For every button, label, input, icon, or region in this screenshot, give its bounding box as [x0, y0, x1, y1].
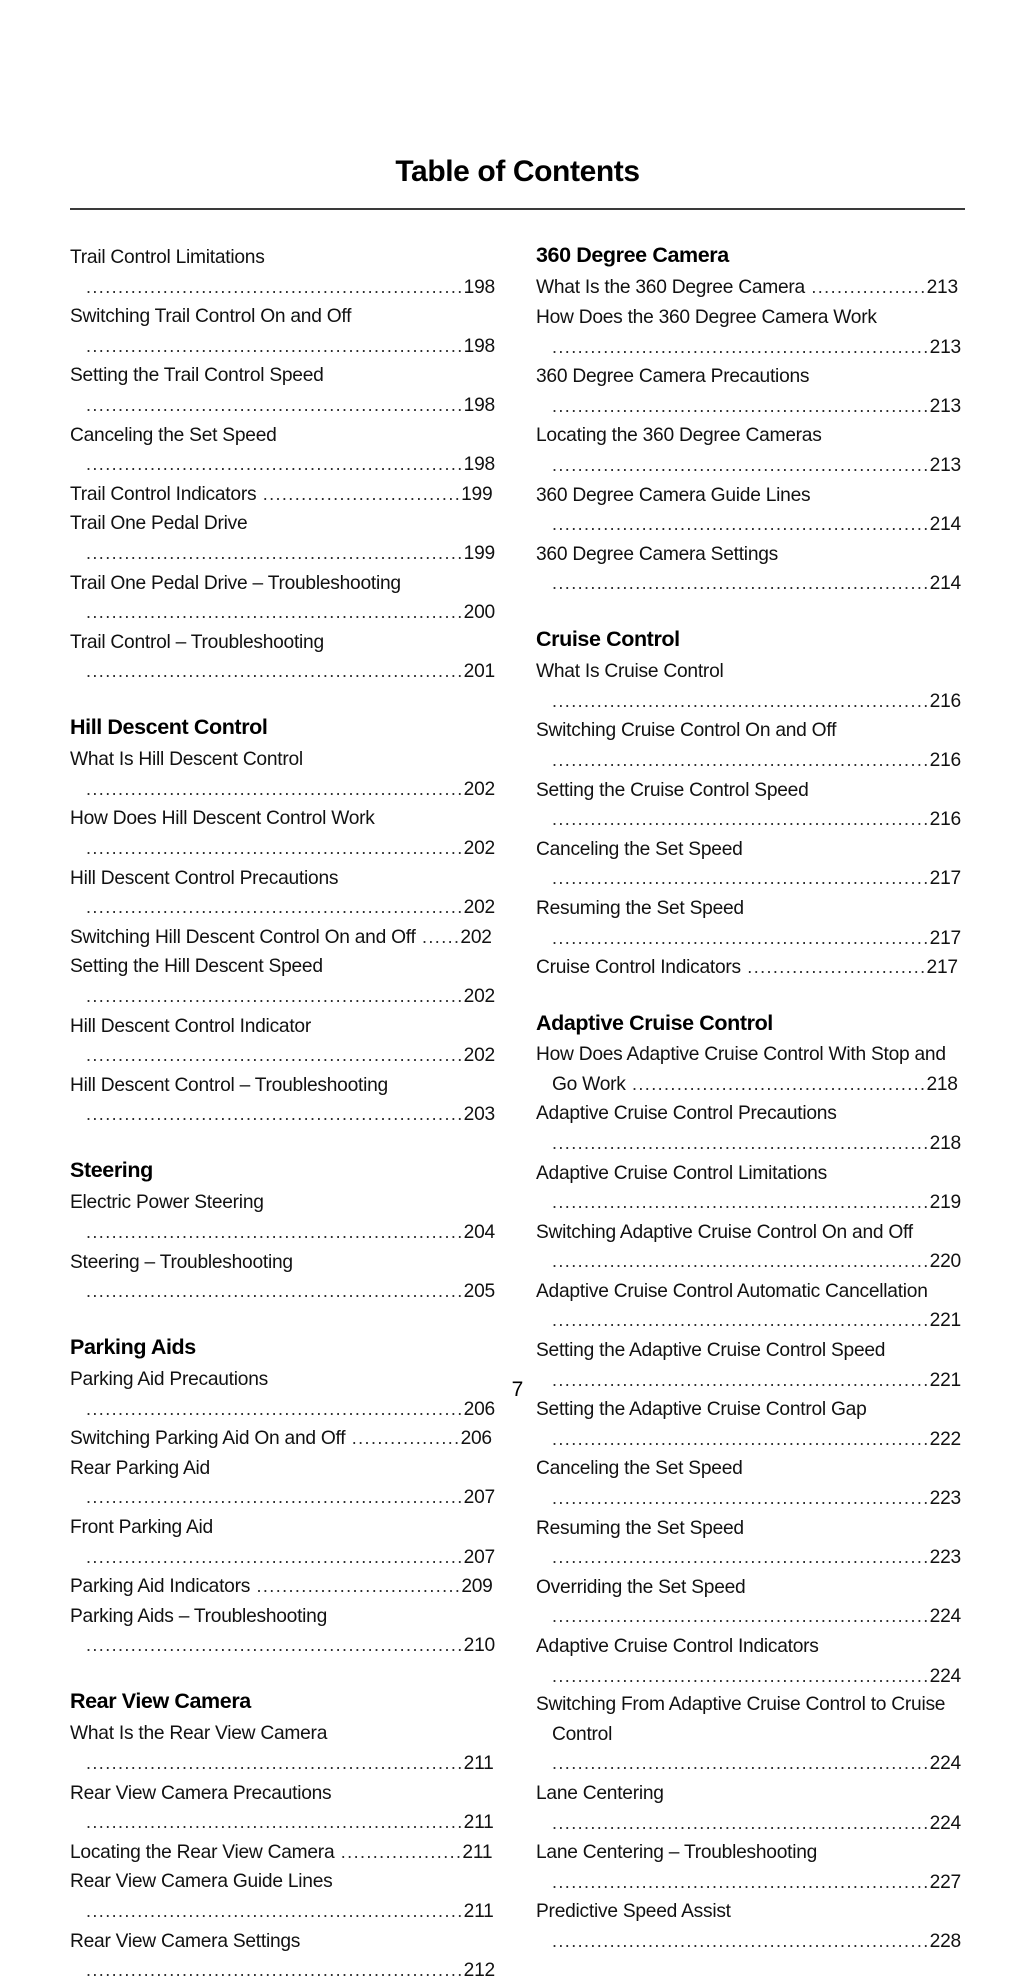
toc-entry[interactable] [520, 776, 965, 835]
toc-entry-page: 211 [463, 1812, 494, 1834]
toc-entry[interactable] [54, 952, 499, 1011]
toc-leader-dots: ........................................................... [86, 1635, 464, 1656]
toc-entry-page: 214 [929, 573, 961, 595]
toc-entry-line [536, 1454, 965, 1513]
toc-entry-line [536, 657, 965, 716]
toc-entry[interactable] [54, 628, 499, 687]
toc-leader-dots: ................................ [250, 1576, 462, 1597]
toc-entry-label: Resuming the Set Speed [536, 898, 744, 919]
toc-entry-label: How Does Hill Descent Control Work [70, 808, 375, 830]
toc-leader-dots: ........................................................... [86, 1398, 464, 1419]
toc-entry[interactable] [520, 1277, 965, 1336]
toc-entry-page: 217 [926, 957, 958, 979]
toc-entry-page: 207 [463, 1546, 495, 1568]
toc-entry-page: 223 [929, 1488, 961, 1510]
toc-entry-page: 216 [929, 750, 961, 772]
toc-entry[interactable] [520, 1159, 965, 1218]
toc-leader-dots: ........................................................... [86, 1752, 464, 1773]
toc-entry-line [536, 1838, 965, 1897]
toc-entry-page: 213 [929, 395, 961, 417]
toc-entry-line [70, 952, 499, 1011]
toc-entry-line [536, 540, 965, 599]
toc-entry-label: Parking Aid Indicators [70, 1576, 251, 1598]
toc-entry-label: How Does Adaptive Cruise Control With Stop and Go Work [536, 1044, 946, 1095]
toc-entry-page: 199 [463, 542, 495, 564]
toc-entry-page: 217 [929, 868, 961, 890]
toc-leader-dots: ........................................................... [552, 1606, 930, 1627]
toc-leader-dots: ........................................................... [552, 809, 930, 830]
toc-entry[interactable] [520, 1573, 965, 1632]
toc-entry[interactable] [520, 716, 965, 775]
toc-entry-line [536, 716, 965, 775]
toc-entry[interactable] [54, 302, 499, 361]
toc-entry-label: Setting the Hill Descent Speed [70, 956, 323, 978]
toc-leader-dots: ................. [345, 1428, 461, 1449]
toc-entry-page: 214 [929, 514, 961, 536]
toc-entry-line [536, 481, 965, 540]
toc-entry-label: 360 Degree Camera Settings [536, 543, 779, 565]
toc-entry-page: 198 [463, 335, 495, 357]
toc-leader-dots: ........................................................... [86, 838, 464, 859]
toc-entry-line [70, 923, 499, 953]
page-number: 7 [511, 1378, 524, 1401]
toc-section-heading: Adaptive Cruise Control [536, 1010, 773, 1035]
toc-entry-line [70, 1867, 499, 1926]
toc-entry-line [536, 1514, 965, 1573]
toc-entry-line [70, 1572, 499, 1602]
toc-entry-line [536, 776, 965, 835]
toc-entry-page: 212 [463, 1960, 495, 1982]
toc-leader-dots: ........................................................... [552, 454, 930, 475]
toc-entry[interactable] [54, 1602, 499, 1661]
toc-entry-page: 222 [929, 1428, 961, 1450]
toc-entry-page: 206 [460, 1428, 492, 1450]
toc-leader-dots: ........................................................... [86, 1221, 464, 1242]
toc-entry[interactable] [520, 1218, 965, 1277]
toc-leader-dots: ........................................................... [552, 1192, 930, 1213]
toc-entry[interactable] [54, 421, 499, 480]
toc-leader-dots: ........................................................... [552, 1812, 930, 1833]
toc-leader-dots: ...... [415, 926, 461, 947]
toc-leader-dots: ........................................................... [552, 1930, 930, 1951]
toc-leader-dots: ........................................................... [552, 690, 930, 711]
toc-leader-dots: ............................ [740, 957, 927, 978]
toc-entry-label: Parking Aids – Troubleshooting [70, 1605, 328, 1627]
toc-columns [70, 243, 965, 1986]
toc-entry-label: Switching Adaptive Cruise Control On and Off [536, 1221, 913, 1243]
toc-entry-page: 205 [463, 1281, 495, 1303]
toc-leader-dots: ........................................................... [552, 514, 930, 535]
toc-entry[interactable] [520, 1632, 965, 1691]
toc-leader-dots: ........................................................... [86, 897, 464, 918]
toc-entry-label: Locating the 360 Degree Cameras [536, 425, 822, 447]
toc-entry-label: Lane Centering [536, 1782, 664, 1804]
toc-entry-line [536, 1632, 965, 1691]
toc-entry[interactable] [54, 864, 499, 923]
toc-entry-label: Hill Descent Control – Troubleshooting [70, 1074, 388, 1096]
toc-entry[interactable] [520, 1454, 965, 1513]
toc-entry-label: Trail Control Indicators [70, 483, 257, 505]
toc-entry-line [536, 1041, 965, 1099]
toc-section-heading: Hill Descent Control [70, 714, 268, 739]
toc-leader-dots: ........................................................... [552, 1310, 930, 1331]
toc-leader-dots: ........................................................... [552, 1871, 930, 1892]
toc-entry[interactable] [54, 1012, 499, 1071]
toc-leader-dots: ........................................................... [86, 542, 464, 563]
toc-entry-label: Canceling the Set Speed [536, 1458, 743, 1480]
toc-leader-dots: ........................................................... [552, 1753, 930, 1774]
toc-leader-dots: ........................................................... [552, 927, 930, 948]
toc-leader-dots: ................... [334, 1841, 463, 1862]
toc-entry-page: 228 [929, 1930, 961, 1952]
toc-entry-label: Trail Control Limitations [70, 247, 265, 268]
toc-entry-label: Rear View Camera Precautions [70, 1782, 332, 1804]
toc-entry-line [70, 1838, 499, 1868]
toc-leader-dots: ........................................................... [86, 1281, 464, 1302]
toc-entry-label: Adaptive Cruise Control Indicators [536, 1636, 819, 1658]
toc-entry-page: 217 [929, 927, 961, 949]
toc-leader-dots: ........................................................... [86, 1960, 464, 1981]
toc-entry-line [70, 1012, 499, 1071]
toc-leader-dots: ........................................................... [552, 1428, 930, 1449]
toc-entry-label: Trail One Pedal Drive – Troubleshooting [70, 572, 401, 594]
toc-entry-page: 216 [929, 690, 961, 712]
page-title: Table of Contents [395, 155, 640, 188]
toc-entry-line [70, 628, 499, 687]
toc-entry-label: Hill Descent Control Precautions [70, 867, 339, 889]
toc-entry-line [70, 569, 499, 628]
toc-entry-label: Cruise Control Indicators [536, 957, 741, 979]
toc-leader-dots: ........................................................... [86, 1546, 464, 1567]
toc-section-heading: 360 Degree Camera [536, 243, 729, 267]
toc-entry-label: Adaptive Cruise Control Limitations [536, 1162, 827, 1184]
toc-entry-label: Hill Descent Control Indicator [70, 1015, 311, 1037]
toc-entry-line [536, 1277, 965, 1336]
toc-leader-dots: ........................................................... [552, 750, 930, 771]
toc-entry-line [536, 1159, 965, 1218]
toc-entry[interactable] [520, 894, 965, 953]
toc-entry-page: 198 [463, 276, 495, 298]
toc-entry-line [536, 1395, 965, 1454]
toc-leader-dots: ........................................................... [86, 602, 464, 623]
toc-entry-page: 211 [463, 1752, 494, 1774]
toc-entry-label: Switching Cruise Control On and Off [536, 720, 837, 742]
toc-entry-page: 221 [929, 1369, 961, 1391]
toc-entry[interactable] [520, 1041, 965, 1099]
toc-leader-dots: .................. [804, 277, 927, 298]
toc-entry-line [536, 1099, 965, 1158]
toc-entry-label: What Is the Rear View Camera [70, 1723, 328, 1745]
toc-entry-label: Switching Hill Descent Control On and Off [70, 926, 416, 948]
toc-entry-label: Overriding the Set Speed [536, 1576, 746, 1598]
toc-entry-line [70, 480, 499, 510]
toc-entry-line [70, 1927, 499, 1986]
toc-entry-line [70, 1513, 499, 1572]
toc-entry-line [536, 1897, 965, 1956]
toc-entry-page: 221 [929, 1310, 961, 1332]
toc-entry[interactable] [54, 804, 499, 863]
toc-entry-line [536, 273, 965, 303]
toc-entry-line [536, 894, 965, 953]
toc-column-right [536, 243, 965, 1986]
toc-leader-dots: ........................................................... [552, 868, 930, 889]
toc-entry[interactable] [54, 1071, 499, 1130]
toc-leader-dots: ........................................................... [86, 335, 464, 356]
toc-leader-dots: ........................................................... [86, 661, 464, 682]
toc-entry-label: What Is the 360 Degree Camera [536, 277, 805, 299]
toc-entry-label: Steering – Troubleshooting [70, 1251, 293, 1273]
toc-entry[interactable] [520, 1691, 965, 1779]
toc-entry-label: Trail One Pedal Drive [70, 513, 248, 535]
toc-entry-page: 213 [929, 454, 961, 476]
toc-entry[interactable] [54, 361, 499, 420]
toc-entry[interactable] [520, 1514, 965, 1573]
toc-entry-label: Setting the Adaptive Cruise Control Gap [536, 1399, 867, 1421]
toc-entry-page: 224 [929, 1753, 961, 1775]
toc-entry-line [70, 1188, 499, 1247]
toc-entry-page: 207 [463, 1487, 495, 1509]
toc-entry[interactable] [54, 569, 499, 628]
toc-entry-line [70, 1424, 499, 1454]
toc-entry[interactable] [54, 1779, 499, 1838]
toc-entry-label: What Is Cruise Control [536, 661, 724, 683]
toc-entry[interactable] [520, 540, 965, 599]
toc-entry[interactable] [520, 1099, 965, 1158]
toc-entry[interactable] [520, 421, 965, 480]
toc-entry[interactable] [54, 1424, 499, 1454]
toc-entry-label: Switching Parking Aid On and Off [70, 1428, 346, 1450]
toc-entry-page: 202 [463, 1045, 495, 1067]
toc-entry[interactable] [54, 1927, 499, 1986]
toc-entry[interactable] [520, 657, 965, 716]
toc-entry-page: 202 [463, 897, 495, 919]
toc-entry-line [70, 1719, 499, 1778]
toc-entry-label: Rear View Camera Guide Lines [70, 1871, 333, 1893]
toc-entry-label: Electric Power Steering [70, 1192, 264, 1214]
toc-leader-dots: ........................................................... [552, 1369, 930, 1390]
toc-entry-line [536, 835, 965, 894]
toc-entry-line [70, 804, 499, 863]
toc-entry-label: Canceling the Set Speed [70, 424, 277, 446]
toc-entry-page: 204 [463, 1221, 495, 1243]
toc-entry-label: Setting the Adaptive Cruise Control Speed [536, 1340, 886, 1362]
toc-entry[interactable] [54, 1454, 499, 1513]
toc-entry-page: 211 [463, 1900, 494, 1922]
toc-entry[interactable] [520, 362, 965, 421]
toc-leader-dots: ........................................................... [86, 276, 464, 297]
toc-entry-line [70, 243, 499, 302]
toc-entry-line [70, 1454, 499, 1513]
toc-entry-label: Setting the Trail Control Speed [70, 365, 324, 387]
toc-entry[interactable] [54, 1719, 499, 1778]
toc-entry[interactable] [54, 1838, 499, 1868]
toc-leader-dots: ........................................................... [86, 1812, 464, 1833]
toc-entry[interactable] [520, 1779, 965, 1838]
toc-entry-page: 213 [926, 277, 958, 299]
toc-leader-dots: ............................... [256, 483, 462, 504]
toc-entry-label: Setting the Cruise Control Speed [536, 779, 809, 801]
toc-leader-dots: ........................................................... [86, 394, 464, 415]
toc-entry[interactable] [54, 1188, 499, 1247]
toc-entry-page: 211 [462, 1841, 493, 1863]
toc-entry-label: Rear View Camera Settings [70, 1930, 301, 1952]
toc-entry[interactable] [520, 273, 965, 303]
toc-entry-page: 213 [929, 336, 961, 358]
toc-entry-line [70, 421, 499, 480]
toc-entry-page: 198 [463, 454, 495, 476]
toc-leader-dots: ........................................................... [552, 336, 930, 357]
toc-entry-page: 200 [463, 602, 495, 624]
toc-entry-line [70, 1071, 499, 1130]
toc-entry-label: Predictive Speed Assist [536, 1901, 731, 1923]
toc-leader-dots: ........................................................... [86, 1104, 464, 1125]
toc-section-heading: Rear View Camera [70, 1689, 251, 1714]
toc-entry-page: 224 [929, 1812, 961, 1834]
title-divider [70, 208, 965, 210]
toc-entry-line [70, 361, 499, 420]
toc-entry-label: Lane Centering – Troubleshooting [536, 1842, 818, 1864]
toc-leader-dots: ........................................................... [552, 1488, 930, 1509]
toc-entry-page: 227 [929, 1871, 961, 1893]
toc-entry-line [70, 1602, 499, 1661]
toc-entry-line [536, 362, 965, 421]
toc-entry-label: What Is Hill Descent Control [70, 749, 303, 771]
toc-leader-dots: ........................................................... [552, 1665, 930, 1686]
toc-entry-label: Resuming the Set Speed [536, 1517, 744, 1539]
toc-entry[interactable] [54, 480, 499, 510]
toc-entry-label: 360 Degree Camera Precautions [536, 366, 810, 388]
toc-leader-dots: ........................................................... [552, 1132, 930, 1153]
toc-entry[interactable] [520, 1395, 965, 1454]
toc-leader-dots: ........................................................... [86, 1487, 464, 1508]
toc-entry-line [70, 1248, 499, 1307]
toc-entry[interactable] [54, 1513, 499, 1572]
toc-entry-line [536, 1573, 965, 1632]
toc-leader-dots: ........................................................... [86, 986, 464, 1007]
toc-entry-label: Canceling the Set Speed [536, 838, 743, 860]
toc-entry-line [70, 509, 499, 568]
toc-leader-dots: ........................................................... [552, 1251, 930, 1272]
toc-entry-page: 206 [463, 1398, 495, 1420]
toc-entry-page: 199 [461, 483, 493, 505]
toc-entry-label: Adaptive Cruise Control Automatic Cancellation [536, 1280, 928, 1302]
toc-leader-dots: .............................................. [625, 1073, 927, 1094]
toc-section-heading: Steering [70, 1157, 153, 1182]
toc-entry-page: 218 [929, 1132, 961, 1154]
toc-entry-line [70, 745, 499, 804]
toc-leader-dots: ........................................................... [552, 1547, 930, 1568]
toc-entry-page: 224 [929, 1606, 961, 1628]
toc-entry[interactable] [520, 481, 965, 540]
toc-entry-page: 219 [929, 1192, 961, 1214]
toc-entry-page: 224 [929, 1665, 961, 1687]
toc-entry-label: Trail Control – Troubleshooting [70, 631, 324, 653]
toc-leader-dots: ........................................................... [86, 778, 464, 799]
toc-entry-line [536, 1779, 965, 1838]
toc-entry-label: Parking Aid Precautions [70, 1369, 268, 1391]
toc-entry-page: 202 [463, 778, 495, 800]
toc-leader-dots: ........................................................... [552, 573, 930, 594]
toc-entry-label: 360 Degree Camera Guide Lines [536, 484, 811, 506]
toc-section-heading: Parking Aids [70, 1334, 196, 1359]
toc-entry-label: How Does the 360 Degree Camera Work [536, 306, 877, 328]
toc-entry-line [536, 1218, 965, 1277]
toc-leader-dots: ........................................................... [552, 395, 930, 416]
toc-entry[interactable] [54, 923, 499, 953]
toc-entry[interactable] [54, 745, 499, 804]
toc-entry[interactable] [54, 1248, 499, 1307]
toc-entry-page: 216 [929, 809, 961, 831]
toc-entry[interactable] [54, 1572, 499, 1602]
toc-entry-page: 202 [463, 838, 495, 860]
toc-entry-page: 202 [463, 986, 495, 1008]
toc-entry-label: Locating the Rear View Camera [70, 1841, 335, 1863]
toc-entry-page: 201 [463, 661, 495, 683]
toc-entry-page: 202 [460, 926, 492, 948]
toc-entry-line [70, 1779, 499, 1838]
toc-entry-page: 210 [463, 1635, 495, 1657]
toc-entry-label: Switching Trail Control On and Off [70, 306, 352, 328]
toc-entry-line [70, 302, 499, 361]
toc-entry[interactable] [54, 243, 499, 302]
toc-leader-dots: ........................................................... [86, 1045, 464, 1066]
toc-entry-page: 198 [463, 394, 495, 416]
toc-entry[interactable] [520, 953, 965, 983]
toc-entry-page: 203 [463, 1104, 495, 1126]
toc-leader-dots: ........................................................... [86, 1900, 464, 1921]
toc-entry[interactable] [520, 1838, 965, 1897]
toc-entry[interactable] [54, 509, 499, 568]
toc-entry[interactable] [54, 1867, 499, 1926]
toc-entry-label: Rear Parking Aid [70, 1457, 210, 1479]
toc-entry-line [536, 421, 965, 480]
toc-leader-dots: ........................................................... [86, 454, 464, 475]
toc-entry-page: 223 [929, 1547, 961, 1569]
toc-entry-label: Front Parking Aid [70, 1517, 213, 1539]
toc-entry-line [536, 1691, 965, 1779]
toc-column-left [70, 243, 499, 1986]
toc-entry-page: 218 [926, 1073, 958, 1095]
toc-section-heading: Cruise Control [536, 626, 680, 651]
toc-entry[interactable] [520, 303, 965, 362]
toc-entry-label: Adaptive Cruise Control Precautions [536, 1103, 837, 1125]
toc-entry-line [536, 953, 965, 983]
toc-entry-page: 209 [461, 1576, 493, 1598]
toc-entry[interactable] [520, 1897, 965, 1956]
toc-entry-line [536, 303, 965, 362]
toc-entry-page: 220 [929, 1251, 961, 1273]
toc-entry[interactable] [520, 835, 965, 894]
toc-entry-label: Switching From Adaptive Cruise Control to Cruise Control [536, 1694, 946, 1745]
toc-entry-line [70, 864, 499, 923]
